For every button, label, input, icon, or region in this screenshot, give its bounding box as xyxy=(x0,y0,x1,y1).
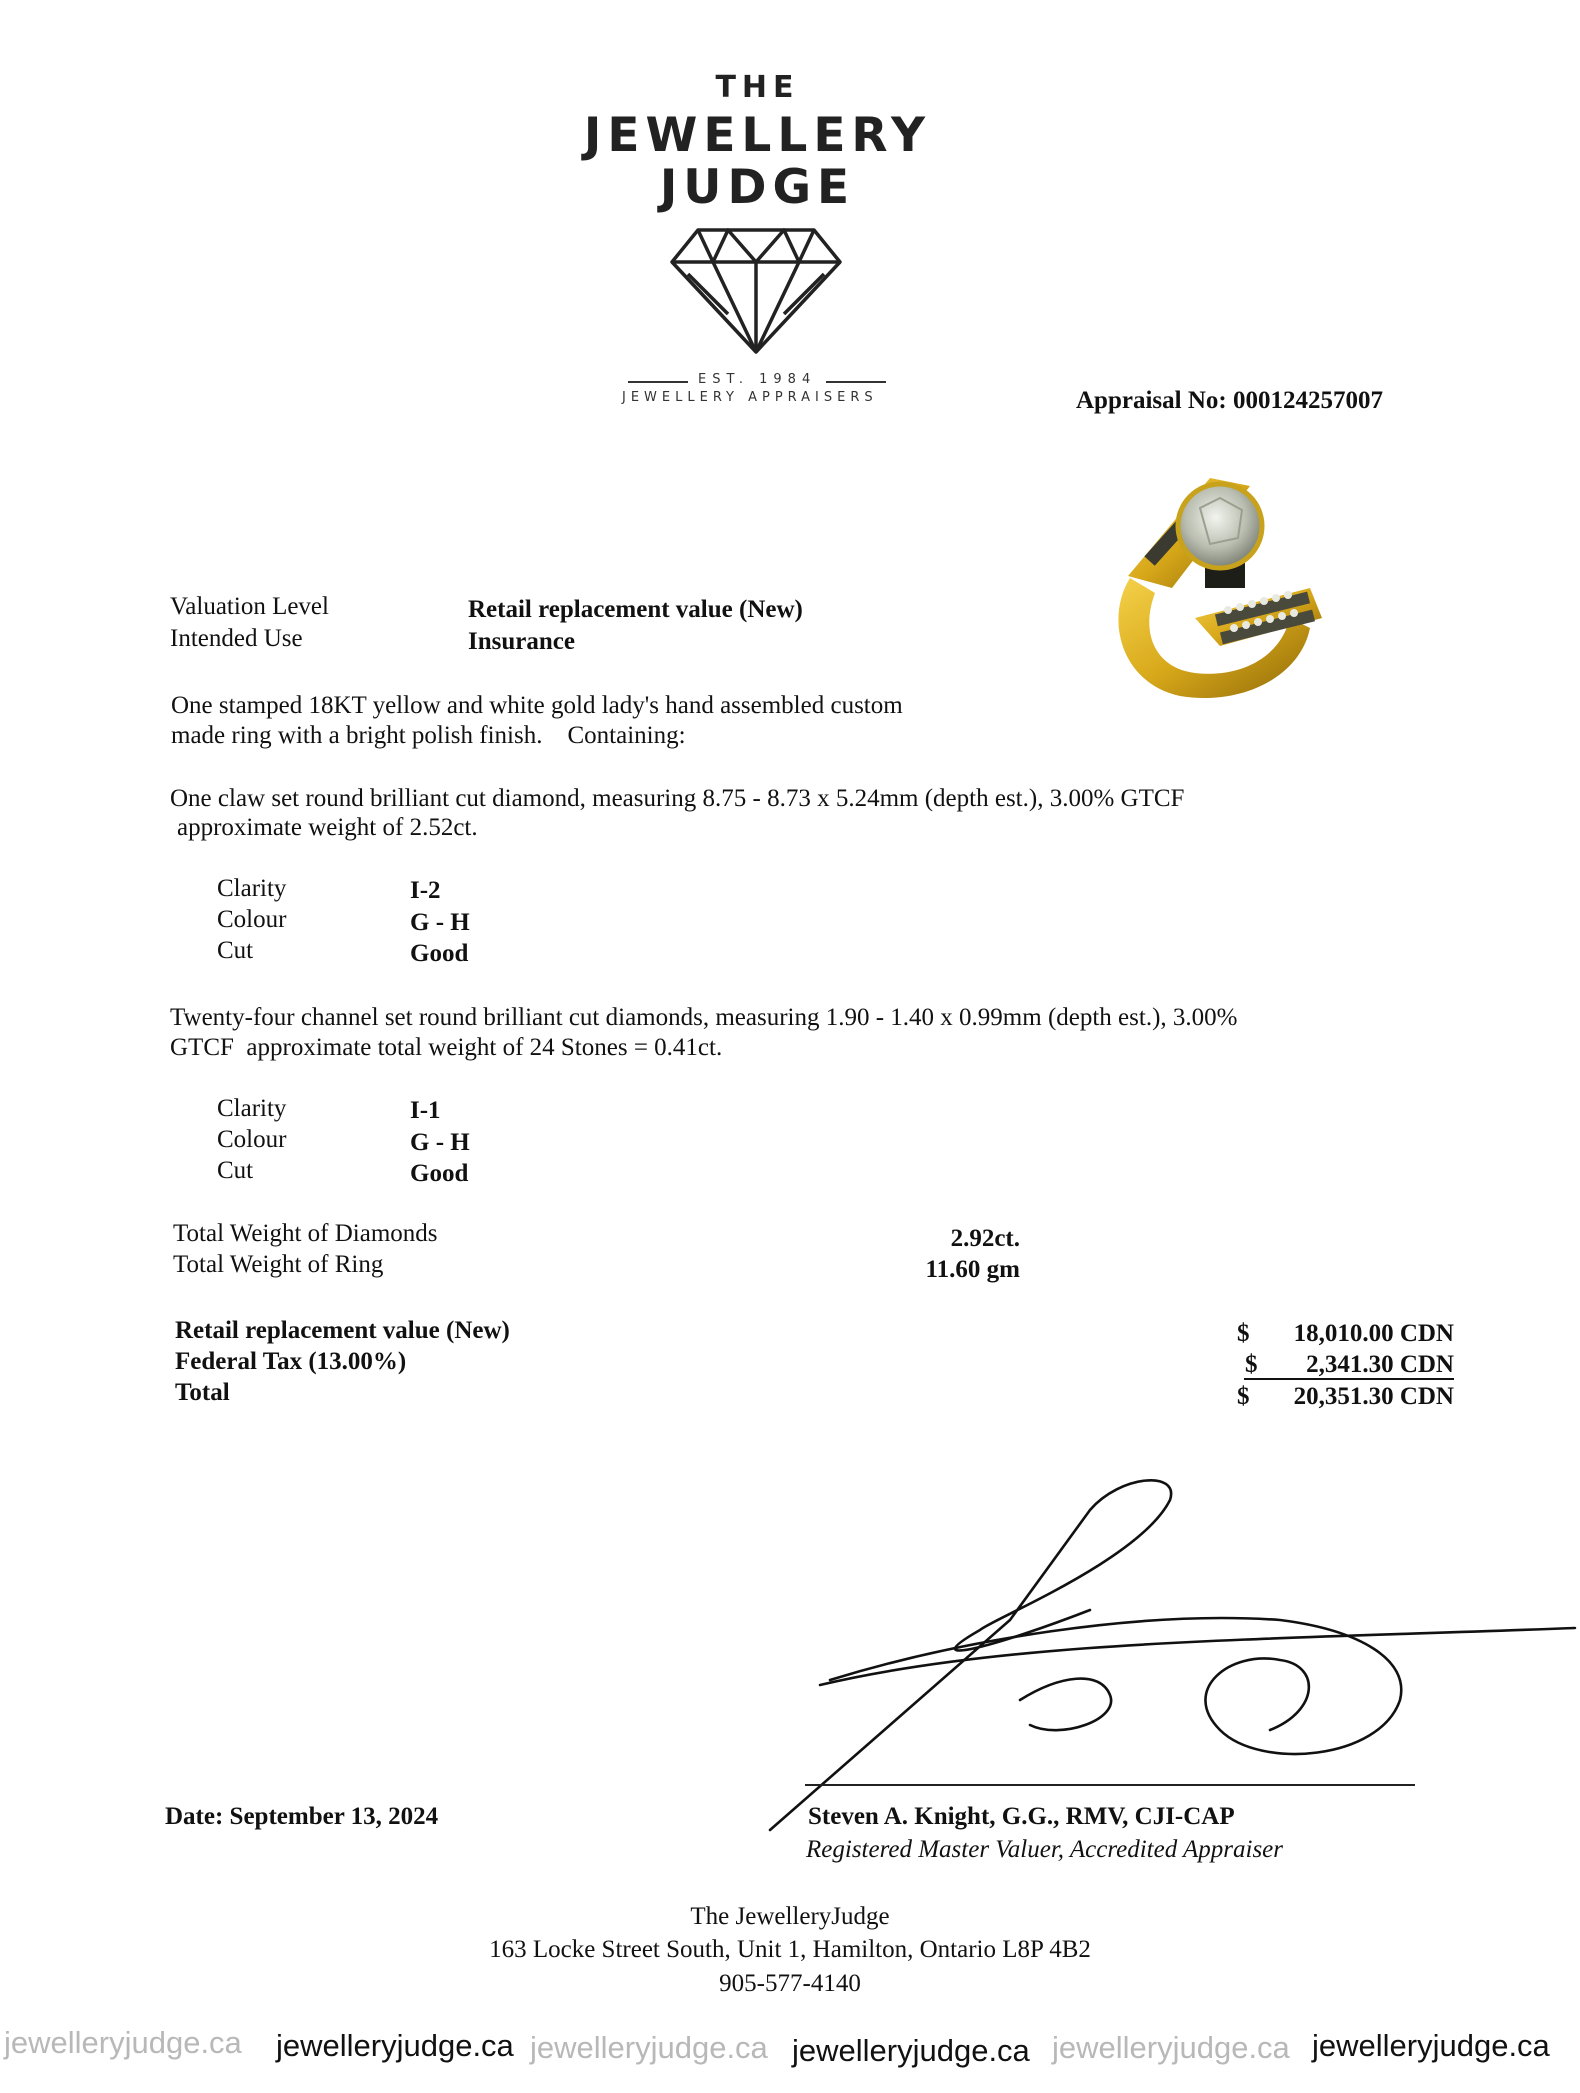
footer-company: The JewelleryJudge xyxy=(690,1903,890,1930)
est-rule-left xyxy=(628,381,688,383)
logo-judge: JUDGE xyxy=(659,160,856,215)
watermark-dark-3: jewelleryjudge.ca xyxy=(1312,2028,1550,2063)
weight-diamonds-value: 2.92ct. xyxy=(950,1225,1020,1252)
valuation-level-label: Valuation Level xyxy=(170,593,329,620)
center-colour-label: Colour xyxy=(217,906,287,933)
retail-value-label: Retail replacement value (New) xyxy=(175,1317,510,1344)
side-clarity-label: Clarity xyxy=(217,1095,287,1122)
intended-use-label: Intended Use xyxy=(170,625,303,652)
signature xyxy=(760,1470,1580,1850)
est-rule-right xyxy=(826,381,886,383)
tax-currency: $ xyxy=(1245,1351,1258,1378)
appraisal-date: Date: September 13, 2024 xyxy=(165,1803,439,1830)
logo-jewellery: JEWELLERY xyxy=(583,108,932,163)
description-line-1: One stamped 18KT yellow and white gold lady's hand assembled custom xyxy=(171,692,903,719)
footer-phone: 905-577-4140 xyxy=(719,1970,861,1997)
appraisal-value: 000124257007 xyxy=(1232,387,1383,414)
signature-line xyxy=(805,1784,1415,1786)
watermark-faint-1: jewelleryjudge.ca xyxy=(4,2025,242,2060)
weight-ring-label: Total Weight of Ring xyxy=(173,1251,384,1278)
appraisal-number xyxy=(1076,387,1383,415)
side-cut-label: Cut xyxy=(217,1157,254,1184)
side-cut-value: Good xyxy=(410,1160,469,1187)
center-stone-line-1: One claw set round brilliant cut diamond, measuring 8.75 - 8.73 x 5.24mm (depth est.), 3.00% GTCF xyxy=(170,785,1185,812)
watermark-dark-2: jewelleryjudge.ca xyxy=(792,2033,1030,2068)
side-colour-value: G - H xyxy=(410,1129,470,1156)
side-clarity-value: I-1 xyxy=(410,1097,441,1124)
tax-label: Federal Tax (13.00%) xyxy=(175,1348,407,1375)
logo-the: THE xyxy=(715,70,800,105)
weight-ring-value: 11.60 gm xyxy=(925,1256,1020,1283)
total-label: Total xyxy=(175,1379,230,1406)
valuation-level-value: Retail replacement value (New) xyxy=(468,596,803,623)
center-cut-value: Good xyxy=(410,940,469,967)
weight-diamonds-label: Total Weight of Diamonds xyxy=(173,1220,438,1247)
footer-address: 163 Locke Street South, Unit 1, Hamilton, Ontario L8P 4B2 xyxy=(489,1936,1091,1963)
center-stone-line-2: approximate weight of 2.52ct. xyxy=(177,814,478,841)
appraisal-label: Appraisal No: xyxy=(1076,387,1227,414)
intended-use-value: Insurance xyxy=(468,628,575,655)
description-line-2: made ring with a bright polish finish. Containing: xyxy=(171,722,686,749)
diamond-icon xyxy=(668,222,844,357)
watermark-faint-2: jewelleryjudge.ca xyxy=(530,2030,768,2065)
center-colour-value: G - H xyxy=(410,909,470,936)
watermark-dark-1: jewelleryjudge.ca xyxy=(276,2028,514,2063)
total-currency: $ xyxy=(1237,1383,1250,1410)
total-amount: 20,351.30 CDN xyxy=(1293,1383,1454,1410)
side-stones-line-1: Twenty-four channel set round brilliant cut diamonds, measuring 1.90 - 1.40 x 0.99mm (depth est.), 3.00% xyxy=(170,1004,1238,1031)
ring-photo xyxy=(1100,468,1330,703)
center-clarity-label: Clarity xyxy=(217,875,287,902)
center-cut-label: Cut xyxy=(217,937,254,964)
tax-amount: 2,341.30 CDN xyxy=(1306,1351,1454,1378)
side-stones-line-2: GTCF approximate total weight of 24 Stones = 0.41ct. xyxy=(170,1034,723,1061)
watermark-faint-3: jewelleryjudge.ca xyxy=(1052,2030,1290,2065)
center-clarity-value: I-2 xyxy=(410,877,441,904)
est-year: EST. 1984 xyxy=(698,372,817,387)
side-colour-label: Colour xyxy=(217,1126,287,1153)
signer-name: Steven A. Knight, G.G., RMV, CJI-CAP xyxy=(808,1803,1235,1830)
signer-title: Registered Master Valuer, Accredited Appraiser xyxy=(806,1836,1284,1863)
retail-amount: 18,010.00 CDN xyxy=(1293,1320,1454,1347)
tax-underline xyxy=(1244,1378,1454,1380)
retail-currency: $ xyxy=(1237,1320,1250,1347)
logo-tagline: JEWELLERY APPRAISERS xyxy=(622,390,878,405)
